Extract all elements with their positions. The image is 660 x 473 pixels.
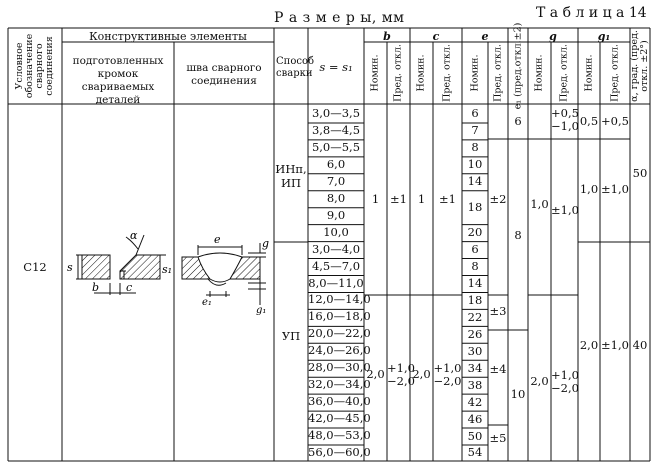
- e-nom-cell: 8: [471, 259, 479, 274]
- header-e-dev: Пред. откл.: [492, 44, 504, 102]
- g-nom-2: 2,0: [530, 374, 549, 388]
- c-dev-1: ±1: [439, 192, 456, 206]
- thickness-cell: 9,0: [326, 207, 346, 222]
- weld-seam-drawing: [176, 225, 272, 315]
- g1-nom-3: 2,0: [579, 338, 599, 352]
- b-nom-2: 2,0: [366, 367, 385, 381]
- label-g1: g₁: [256, 305, 267, 315]
- b-dev-2b: −2,0: [387, 374, 415, 388]
- thickness-cell: 12,0—14,0: [308, 292, 371, 307]
- label-s: s: [67, 261, 73, 274]
- header-g-nom: Номин.: [533, 54, 545, 92]
- header-b-dev: Пред. откл.: [392, 44, 404, 102]
- thickness-cell: 48,0—53,0: [308, 428, 371, 443]
- g-dev-2a: +1,0: [551, 368, 579, 382]
- thickness-cell: 8,0: [326, 190, 346, 205]
- label-s1: s₁: [162, 263, 172, 276]
- thickness-cell: 36,0—40,0: [308, 394, 371, 409]
- e-nom-cell: 34: [467, 360, 483, 375]
- c-nom-1: 1: [417, 192, 426, 206]
- header-g-dev: Пред. откл.: [558, 44, 570, 102]
- label-g: g: [262, 237, 270, 250]
- e-nom-cell: 38: [467, 377, 483, 392]
- e-nom-cell: 26: [467, 326, 483, 341]
- b-dev-1: ±1: [390, 192, 407, 206]
- e-nom-cell: 42: [467, 394, 483, 409]
- e1-1: 6: [514, 114, 522, 128]
- header-designation: Условное обозначение сварного соединения: [14, 33, 55, 99]
- e-nom-cell: 6: [471, 242, 479, 257]
- header-alpha: α, град. (пред. откл. ±2°): [629, 30, 650, 102]
- e-nom-cell: 54: [467, 445, 483, 460]
- table-number: Т а б л и ц а 14: [536, 5, 647, 21]
- designation-value: С12: [23, 260, 47, 274]
- g-dev-1b: −1,0: [551, 119, 579, 133]
- header-g: g: [549, 30, 557, 43]
- e-nom-cell: 7: [471, 123, 479, 138]
- thickness-cell: 42,0—45,0: [308, 411, 371, 426]
- e-nom-cell: 14: [467, 174, 483, 189]
- label-e1: e₁: [202, 297, 212, 308]
- g-nom-1: 1,0: [530, 197, 549, 211]
- thickness-cell: 4,5—7,0: [311, 258, 361, 273]
- thickness-cell: 20,0—22,0: [308, 326, 371, 341]
- thickness-cell: 32,0—34,0: [308, 377, 371, 392]
- g1-dev-2: ±1,0: [601, 182, 629, 196]
- header-b: b: [383, 30, 391, 43]
- e-dev-1: ±2: [489, 192, 507, 206]
- thickness-cell: 5,0—5,5: [311, 139, 361, 154]
- e-dev-3: ±4: [489, 362, 507, 376]
- e-nom-cell: 50: [467, 428, 483, 443]
- header-b-nom: Номин.: [369, 54, 381, 92]
- table-title: Р а з м е р ы, мм: [274, 10, 405, 26]
- header-e1: e₁ (пред.откл.±2): [512, 22, 524, 110]
- header-g1: g₁: [597, 30, 611, 43]
- thickness-cell: 3,0—4,0: [311, 241, 361, 256]
- c-dev-2b: −2,0: [433, 374, 462, 388]
- b-dev-2a: +1,0: [387, 361, 415, 375]
- prepared-edges-drawing: [64, 215, 172, 305]
- header-weld-seam: шва сварного соединения: [186, 62, 262, 88]
- header-g1-nom: Номин.: [583, 54, 595, 92]
- label-e: e: [214, 233, 221, 246]
- header-c-dev: Пред. откл.: [441, 44, 453, 102]
- e1-3: 10: [510, 387, 526, 401]
- thickness-cell: 10,0: [323, 224, 349, 239]
- thickness-cell: 16,0—18,0: [308, 309, 371, 324]
- e-nom-cell: 6: [471, 106, 479, 121]
- e-nom-cell: 30: [467, 343, 483, 358]
- thickness-cell: 28,0—30,0: [308, 360, 371, 375]
- e1-2: 8: [514, 228, 522, 242]
- g-dev-1: ±1,0: [551, 203, 579, 217]
- header-e: e: [481, 30, 489, 43]
- method-inp-ip: ИНп, ИП: [275, 162, 307, 191]
- header-c-nom: Номин.: [415, 54, 427, 92]
- header-g1-dev: Пред. откл.: [609, 44, 621, 102]
- alpha-1: 50: [632, 166, 648, 180]
- header-thickness: s = s₁: [319, 60, 353, 74]
- label-b: b: [92, 281, 100, 294]
- g-dev-2b: −2,0: [551, 381, 579, 395]
- e-dev-4: ±5: [489, 431, 507, 445]
- e-nom-cell: 18: [467, 199, 483, 214]
- alpha-2: 40: [632, 338, 648, 352]
- header-c: c: [432, 30, 440, 43]
- method-up: УП: [281, 329, 301, 343]
- g1-dev-3: ±1,0: [601, 338, 629, 352]
- c-dev-2a: +1,0: [433, 361, 462, 375]
- thickness-cell: 3,0—3,5: [311, 106, 361, 120]
- header-prepared-edges: подготовленных кромок свариваемых деталей: [72, 55, 164, 107]
- thickness-cell: 6,0: [326, 156, 346, 171]
- header-e-nom: Номин.: [469, 54, 481, 92]
- label-alpha: α: [130, 229, 138, 242]
- e-nom-cell: 8: [471, 140, 479, 155]
- e-nom-cell: 14: [467, 275, 483, 290]
- e-nom-cell: 22: [467, 309, 483, 324]
- e-nom-cell: 46: [467, 411, 483, 426]
- e-dev-2: ±3: [489, 304, 507, 318]
- thickness-cell: 7,0: [326, 173, 346, 188]
- g1-nom-1: 0,5: [579, 114, 599, 128]
- g1-nom-2: 1,0: [579, 182, 599, 196]
- c-nom-2: 2,0: [412, 367, 431, 381]
- thickness-cell: 3,8—4,5: [311, 122, 361, 137]
- b-nom-1: 1: [371, 192, 380, 206]
- e-nom-cell: 10: [467, 157, 483, 172]
- header-constructive: Конструктивные элементы: [89, 30, 247, 43]
- header-method: Способ сварки: [276, 56, 314, 79]
- thickness-cell: 24,0—26,0: [308, 343, 371, 358]
- g-dev-1a: +0,5: [551, 106, 579, 120]
- thickness-cell: 56,0—60,0: [308, 445, 371, 459]
- e-nom-cell: 18: [467, 292, 483, 307]
- label-c: c: [126, 281, 133, 294]
- e-nom-cell: 20: [467, 225, 483, 240]
- thickness-cell: 8,0—11,0: [308, 275, 364, 290]
- g1-dev-1: +0,5: [601, 114, 629, 128]
